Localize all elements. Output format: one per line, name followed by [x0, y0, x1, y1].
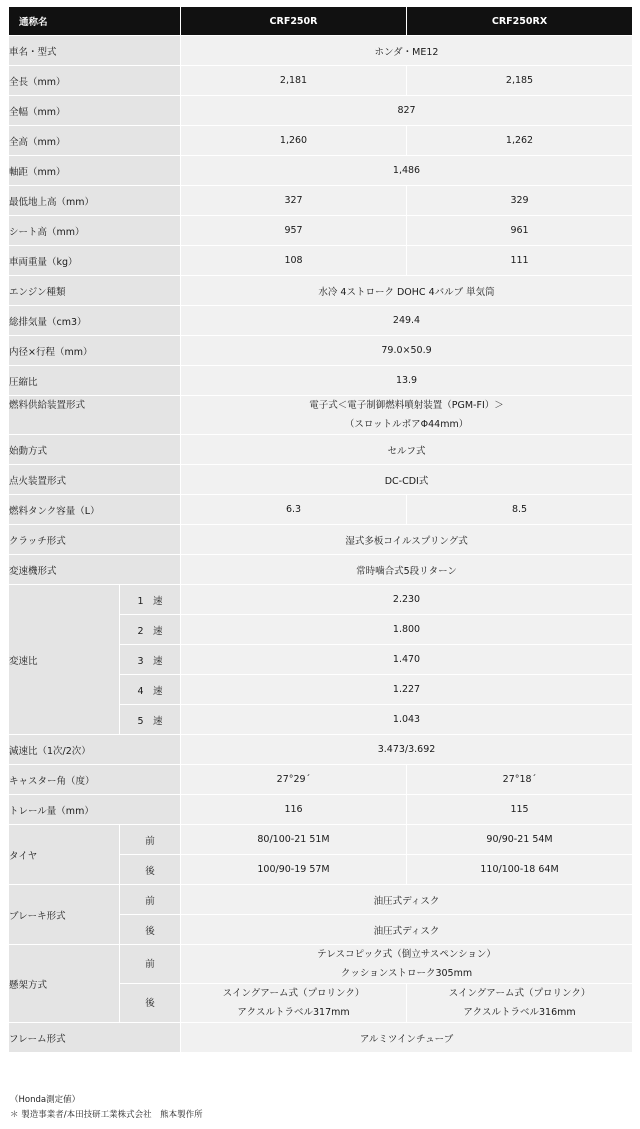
table-row [9, 885, 633, 915]
row-label: 全幅（mm） [9, 96, 181, 126]
footnotes [10, 1093, 203, 1123]
row-label: キャスター角（度） [9, 765, 181, 795]
table-row [9, 465, 633, 495]
value-r: 1,260 [181, 126, 407, 156]
gear-value: 1.227 [181, 675, 633, 705]
value-rx: 329 [407, 186, 633, 216]
value-r: 100/90-19 57M [181, 855, 407, 885]
value-r: 6.3 [181, 495, 407, 525]
table-row [9, 306, 633, 336]
gear-value: 2.230 [181, 585, 633, 615]
table-row [9, 585, 633, 615]
value-line: （スロットルボアΦ44mm） [344, 419, 469, 430]
row-label: 燃料タンク容量（L） [9, 495, 181, 525]
row-value [181, 396, 633, 435]
header-model-r: CRF250R [181, 7, 407, 36]
table-row [9, 36, 633, 66]
table-row [9, 795, 633, 825]
value-line: スイングアーム式（プロリンク） [222, 988, 365, 999]
row-label: 車名・型式 [9, 36, 181, 66]
row-label: 全高（mm） [9, 126, 181, 156]
gear-name: 2 速 [120, 615, 181, 645]
table-row [9, 126, 633, 156]
table-row [9, 216, 633, 246]
footnote-measurement: （Honda測定値） [10, 1095, 81, 1105]
table-row [9, 396, 633, 435]
value-r: 108 [181, 246, 407, 276]
table-header-row [9, 7, 633, 36]
front-label: 前 [120, 825, 181, 855]
row-label: 内径×行程（mm） [9, 336, 181, 366]
spec-table [8, 6, 633, 1053]
front-label: 前 [120, 885, 181, 915]
gear-name: 5 速 [120, 705, 181, 735]
row-label: 最低地上高（mm） [9, 186, 181, 216]
row-label: タイヤ [9, 825, 120, 885]
row-value: 水冷 4ストローク DOHC 4バルブ 単気筒 [181, 276, 633, 306]
row-label: トレール量（mm） [9, 795, 181, 825]
table-row [9, 366, 633, 396]
table-row [9, 96, 633, 126]
value-rx: 90/90-21 54M [407, 825, 633, 855]
row-value: 79.0×50.9 [181, 336, 633, 366]
value-rx: 8.5 [407, 495, 633, 525]
row-value: 湿式多板コイルスプリング式 [181, 525, 633, 555]
table-row [9, 156, 633, 186]
table-row [9, 435, 633, 465]
row-value: ホンダ・ME12 [181, 36, 633, 66]
rear-label: 後 [120, 915, 181, 945]
table-row [9, 276, 633, 306]
rear-label: 後 [120, 984, 181, 1023]
row-label: フレーム形式 [9, 1023, 181, 1053]
value-rx: 2,185 [407, 66, 633, 96]
value-rx [407, 984, 633, 1023]
value-line: アクスルトラベル316mm [463, 1007, 576, 1018]
value-line: テレスコピック式（倒立サスペンション） [317, 949, 496, 960]
value-rx: 1,262 [407, 126, 633, 156]
value-r: 2,181 [181, 66, 407, 96]
table-row [9, 495, 633, 525]
row-value: セルフ式 [181, 435, 633, 465]
row-label: 変速機形式 [9, 555, 181, 585]
value-rx: 115 [407, 795, 633, 825]
gear-value: 1.043 [181, 705, 633, 735]
row-value: 249.4 [181, 306, 633, 336]
row-value: 827 [181, 96, 633, 126]
value-r [181, 984, 407, 1023]
value-line: クッションストローク305mm [340, 968, 473, 979]
gear-name: 4 速 [120, 675, 181, 705]
row-label: 圧縮比 [9, 366, 181, 396]
gear-name: 3 速 [120, 645, 181, 675]
gear-value: 1.800 [181, 615, 633, 645]
gear-value: 1.470 [181, 645, 633, 675]
row-value: 1,486 [181, 156, 633, 186]
row-value: 3.473/3.692 [181, 735, 633, 765]
row-label: 変速比 [9, 585, 120, 735]
row-label: 車両重量（kg） [9, 246, 181, 276]
row-label: 減速比（1次/2次） [9, 735, 181, 765]
table-row [9, 186, 633, 216]
row-label: 軸距（mm） [9, 156, 181, 186]
row-label: 始動方式 [9, 435, 181, 465]
table-row [9, 525, 633, 555]
row-label: 燃料供給装置形式 [9, 396, 181, 435]
footnote-manufacturer: ＊ 製造事業者/本田技研工業株式会社 熊本製作所 [10, 1110, 203, 1120]
table-row [9, 246, 633, 276]
table-row [9, 1023, 633, 1053]
table-row [9, 765, 633, 795]
value-rx: 111 [407, 246, 633, 276]
row-value: 13.9 [181, 366, 633, 396]
header-model-rx: CRF250RX [407, 7, 633, 36]
front-label: 前 [120, 945, 181, 984]
row-label: 点火装置形式 [9, 465, 181, 495]
row-label: 全長（mm） [9, 66, 181, 96]
value-line: アクスルトラベル317mm [237, 1007, 350, 1018]
value-rx: 961 [407, 216, 633, 246]
row-value [181, 945, 633, 984]
row-value: DC-CDI式 [181, 465, 633, 495]
row-value: 常時噛合式5段リターン [181, 555, 633, 585]
value-r: 957 [181, 216, 407, 246]
row-label: シート高（mm） [9, 216, 181, 246]
row-label: クラッチ形式 [9, 525, 181, 555]
value-r: 116 [181, 795, 407, 825]
value-r: 80/100-21 51M [181, 825, 407, 855]
gear-name: 1 速 [120, 585, 181, 615]
value-r: 27°29´ [181, 765, 407, 795]
row-label: 総排気量（cm3） [9, 306, 181, 336]
table-row [9, 336, 633, 366]
row-label: 懸架方式 [9, 945, 120, 1023]
table-row [9, 945, 633, 984]
value-rx: 27°18´ [407, 765, 633, 795]
row-label: ブレーキ形式 [9, 885, 120, 945]
row-value: 油圧式ディスク [181, 915, 633, 945]
rear-label: 後 [120, 855, 181, 885]
row-label: エンジン種類 [9, 276, 181, 306]
value-line: 電子式＜電子制御燃料噴射装置（PGM-FI）＞ [309, 400, 504, 411]
table-row [9, 735, 633, 765]
value-line: スイングアーム式（プロリンク） [448, 988, 591, 999]
row-value: 油圧式ディスク [181, 885, 633, 915]
row-value: アルミツインチューブ [181, 1023, 633, 1053]
table-row [9, 825, 633, 855]
value-r: 327 [181, 186, 407, 216]
header-label: 通称名 [9, 7, 181, 36]
table-row [9, 555, 633, 585]
table-row [9, 66, 633, 96]
value-rx: 110/100-18 64M [407, 855, 633, 885]
